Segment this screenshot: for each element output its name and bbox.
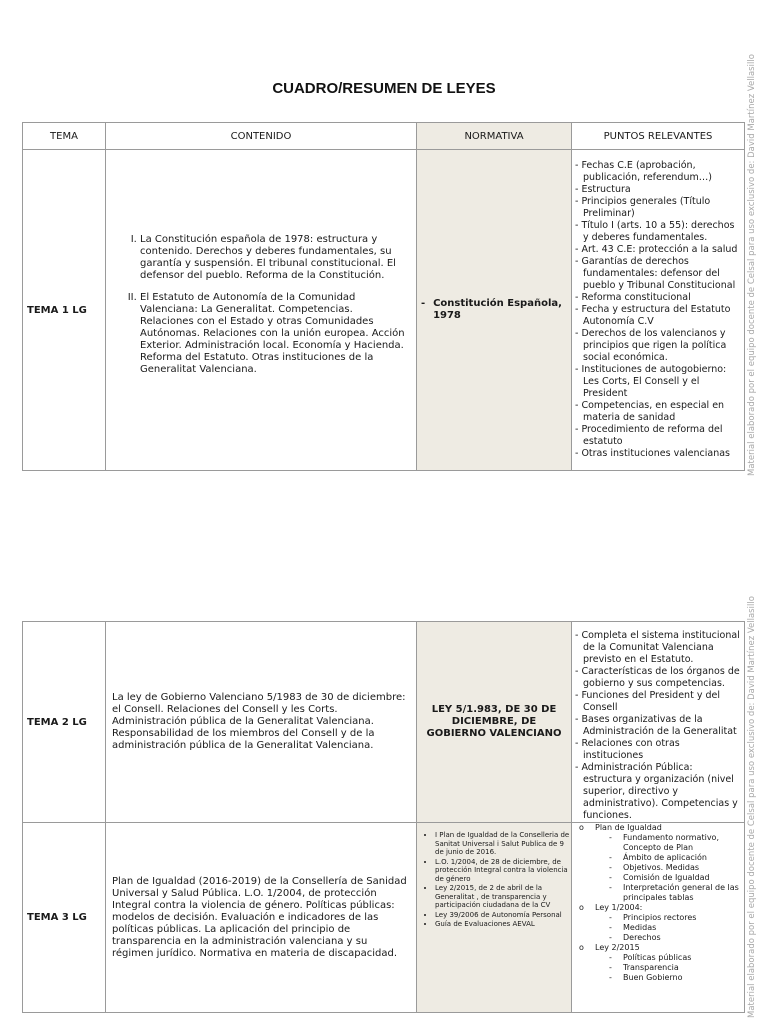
list-item: - Funciones del President y del Consell [575,690,742,714]
puntos-cell [572,823,745,1013]
list-item: - Instituciones de autogobierno: Les Corts, El Consell y el President [575,364,742,400]
list-item: - Procedimiento de reforma del estatuto [575,424,742,448]
header-puntos-relevantes: PUNTOS RELEVANTES [572,123,745,150]
list-item: - Art. 43 C.E: protección a la salud [575,244,742,256]
list-item: - Objetivos. Medidas [609,863,742,873]
list-item: - Interpretación general de las principales tablas [609,883,742,903]
list-item: - Garantías de derechos fundamentales: defensor del pueblo y Tribunal Constitucional [575,256,742,292]
watermark-text: Material elaborado por el equipo docente de Celsal para uso exclusivo de: David Martínez Vellasillo [747,596,757,1018]
table-row [23,622,745,823]
puntos-list [575,630,742,822]
list-item [575,903,742,943]
normativa-cell: LEY 5/1.983, DE 30 DE DICIEMBRE, DE GOBIERNO VALENCIANO [417,622,572,823]
normativa-text: Constitución Española, 1978 [433,298,562,321]
list-item: - Otras instituciones valencianas [575,448,742,460]
group-label: Ley 2/2015 [595,943,640,952]
list-item: - Estructura [575,184,742,196]
list-item: - Derechos [609,933,742,943]
tema-cell: TEMA 3 LG [23,823,106,1013]
list-item: - Principios generales (Título Preliminar) [575,196,742,220]
puntos-cell [572,150,745,471]
table-row [23,823,745,1013]
list-item: - Reforma constitucional [575,292,742,304]
tema-cell: TEMA 1 LG [23,150,106,471]
list-item [575,943,742,983]
list-item: - Principios rectores [609,913,742,923]
list-item: • Guía de Evaluaciones AEVAL [435,920,571,929]
header-contenido: CONTENIDO [106,123,417,150]
puntos-cell [572,622,745,823]
list-item: • Ley 2/2015, de 2 de abril de la Generalitat , de transparencia y participación ciudadana de la CV [435,884,571,910]
list-item: II. El Estatuto de Autonomía de la Comunidad Valenciana: La Generalitat. Competencias. Relaciones con el Estado y otras Comunidades Autónomas. Relaciones con la unión europea. Acción Exterior. Administración local. Economía y Hacienda. Reforma del Estatuto. Otras instituciones de la Generalitat Valenciana. [140,292,408,376]
laws-table-2 [22,621,745,1013]
list-item: • I Plan de Igualdad de la Conselleria de Sanitat Universal i Salut Publica de 9 de junio de 2016. [435,831,571,857]
list-item: - Competencias, en especial en materia de sanidad [575,400,742,424]
puntos-list [575,823,742,983]
list-item: - Administración Pública: estructura y organización (nivel superior, directivo y administrativo). Competencias y funciones. [575,762,742,822]
list-item: - Título I (arts. 10 a 55): derechos y deberes fundamentales. [575,220,742,244]
group-label: Ley 1/2004: [595,903,643,912]
sub-list [595,833,742,903]
list-item: - Políticas públicas [609,953,742,963]
list-item: • L.O. 1/2004, de 28 de diciembre, de protección Integral contra la violencia de género [435,858,571,884]
sub-list [595,913,742,943]
list-item: - Ámbito de aplicación [609,853,742,863]
list-item: - Fecha y estructura del Estatuto Autonomía C.V [575,304,742,328]
list-item: - Relaciones con otras instituciones [575,738,742,762]
list-item: - Características de los órganos de gobierno y sus competencias. [575,666,742,690]
list-item: - Fundamento normativo, Concepto de Plan [609,833,742,853]
tema-cell: TEMA 2 LG [23,622,106,823]
contenido-cell: Plan de Igualdad (2016-2019) de la Consellería de Sanidad Universal y Salud Pública. L.O. 1/2004, de protección Integral contra la violencia de género. Políticas públicas: modelos de decisión. Evaluación e indicadores de las políticas públicas. La aplicación del principio de transparencia en la administración valenciana y su régimen jurídico. Normativa en materia de discapacidad. [106,823,417,1013]
table-header-row [23,123,745,150]
header-normativa: NORMATIVA [417,123,572,150]
group-label: Plan de Igualdad [595,823,662,832]
list-item: - Buen Gobierno [609,973,742,983]
puntos-list [575,160,742,460]
contenido-list [114,234,408,376]
page-title: CUADRO/RESUMEN DE LEYES [272,80,496,97]
list-item: - Fechas C.E (aprobación, publicación, referendum…) [575,160,742,184]
sub-list [595,953,742,983]
normativa-cell: - Constitución Española, 1978 [417,150,572,471]
list-item: - Transparencia [609,963,742,973]
header-tema: TEMA [23,123,106,150]
normativa-list [417,831,571,929]
watermark-text: Material elaborado por el equipo docente de Celsal para uso exclusivo de: David Martínez Vellasillo [747,54,757,476]
list-item: - Comisión de Igualdad [609,873,742,883]
list-item: - Derechos de los valencianos y principios que rigen la política social económica. [575,328,742,364]
list-item: - Medidas [609,923,742,933]
list-item: • Ley 39/2006 de Autonomía Personal [435,911,571,920]
list-item: - Bases organizativas de la Administración de la Generalitat [575,714,742,738]
list-item: I. La Constitución española de 1978: estructura y contenido. Derechos y deberes fundamentales, su garantía y suspensión. El tribunal constitucional. El defensor del pueblo. Reforma de la Constitución. [140,234,408,282]
contenido-cell [106,150,417,471]
list-item [575,823,742,903]
normativa-cell [417,823,572,1013]
contenido-cell: La ley de Gobierno Valenciano 5/1983 de 30 de diciembre: el Consell. Relaciones del Consell y les Corts. Administración pública de la Generalitat Valenciana. Responsabilidad de los miembros del Consell y de la administración pública de la Generalitat Valenciana. [106,622,417,823]
table-row [23,150,745,471]
laws-table-1 [22,122,745,471]
list-item: - Completa el sistema institucional de la Comunitat Valenciana previsto en el Estatuto. [575,630,742,666]
